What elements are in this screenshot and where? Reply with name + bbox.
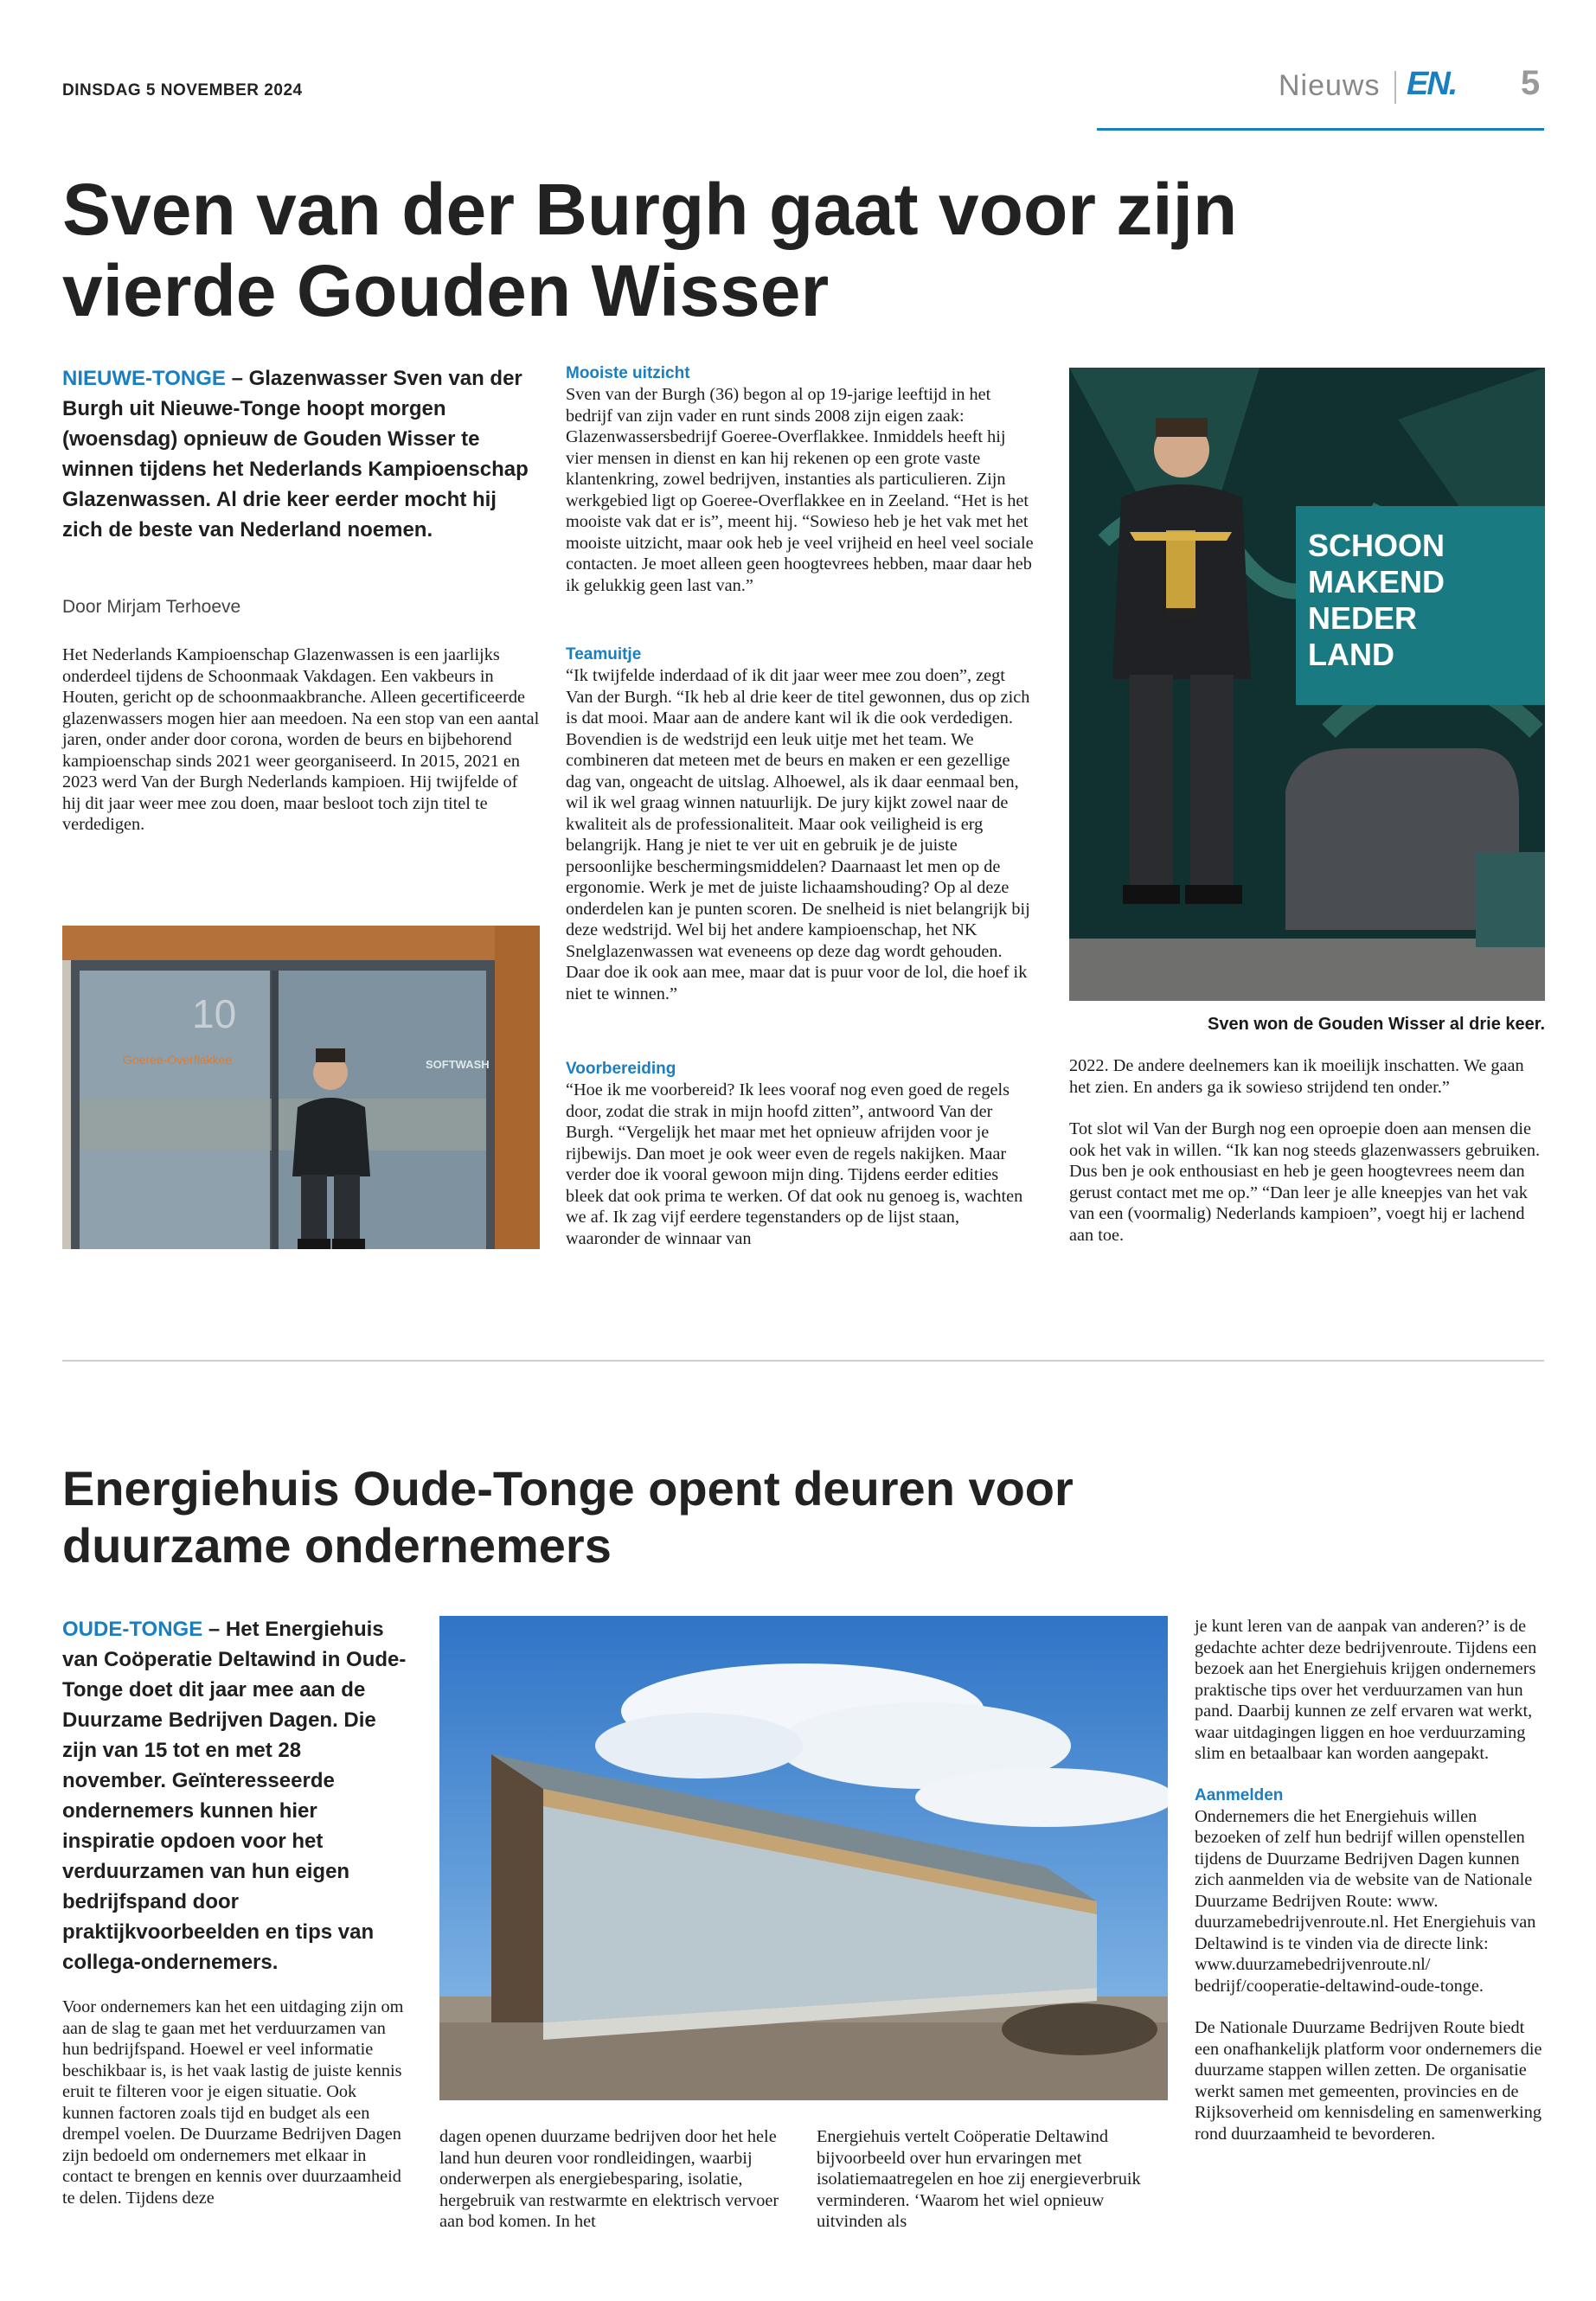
article2-col1-text: Voor ondernemers kan het een uitdaging zijn om aan de slag te gaan met het verduurzamen van hun bedrijfspand. Hoewel er veel informatie beschikbaar is, is het vaak lastig de juiste kennis eruit te filteren voor je eigen situatie. Ook kunnen factoren zoals tijd en budget als een drempel voelen. De Duurzame Bedrijven Dagen zijn bedoeld om ondernemers met elkaar in contact te brengen en kennis over duurzaamheid te delen. Tijdens deze <box>62 1997 404 2208</box>
article1-para-voorbereiding: “Hoe ik me voorbereid? Ik lees vooraf nog even goed de regels door, zodat die strak in mijn hoofd zitten”, antwoord Van der Burgh. “Vergelijk het maar met het opnieuw afrijden voor je rijbewijs. Dan moet je ook weer even de regels nakijken. Maar verder doe ik vooral gewoon mijn ding. Tijdens eerder edities bleek dat ook prima te werken. Of dat ook nu genoeg is, wachten we af. Ik zag vijf eerdere tegenstanders op de lijst staan, waaronder de winnaar van <box>566 1080 1023 1248</box>
photo-trophy-illustration <box>1069 368 1545 1001</box>
article2-col4-text-c: De Nationale Duurzame Bedrijven Route biedt een onafhankelijk platform voor ondernemers die duurzame stappen willen zetten. De organisatie werkt samen met gemeenten, provincies en de Rijksoverheid om kennisdeling en samenwerking rond duurzaamheid te bevorderen. <box>1195 2018 1542 2144</box>
article1-lead-text: – Glazenwasser Sven van der Burgh uit Nieuwe-Tonge hoopt morgen (woensdag) opnieuw de Gouden Wisser te winnen tijdens het Nederlands Kampioenschap Glazenwassen. Al drie keer eerder mocht hij zich de beste van Nederland noemen. <box>62 367 529 542</box>
article1-column3 <box>1069 1055 1545 1246</box>
article1-para-uitzicht: Sven van der Burgh (36) begon al op 19-jarige leeftijd in het bedrijf van zijn vader en runt sinds 2008 zijn eigen zaak: Glazenwassersbedrijf Goeree-Overflakkee. Inmiddels heeft hij vier mensen in dienst en kan hij rekenen op een grote vaste klantenkring, zowel bedrijven, instanties als particulieren. Zijn werkgebied ligt op Goeree-Overflakkee en in Zeeland. “Het is het mooiste vak dat er is”, meent hij. “Sowieso heb je het vak met het mooiste uitzicht, maar ook heb je veel vrijheid en heel veel sociale contacten. Je moet alleen geen hoogtevrees hebben, maar daar heb ik gelukkig geen last van.” <box>566 385 1034 595</box>
banner-line-2: MAKEND <box>1308 564 1445 599</box>
article1-subheading-teamuitje: Teamuitje <box>566 645 642 663</box>
article1-intro-text: Het Nederlands Kampioenschap Glazenwassen is een jaarlijks onderdeel tijdens de Schoonmaak Vakdagen. Een vakbeurs in Houten, gericht op de schoonmaakbranche. Alleen gecertificeerde glazenwassers mogen hier aan meedoen. Na een stop van een aantal jaren, onder ander door corona, worden de beurs en bijbehorend kampioenschap sinds 2021 weer georganiseerd. In 2015, 2021 en 2023 werd Van der Burgh Nederlands kampioen. Hij twijfelde of hij dit jaar weer mee zou doen, maar besloot toch zijn titel te verdedigen. <box>62 645 540 834</box>
article-divider <box>62 1360 1544 1362</box>
article2-placename: OUDE-TONGE <box>62 1618 203 1641</box>
article2-lead-text: – Het Energiehuis van Coöperatie Deltawind in Oude-Tonge doet dit jaar mee aan de Duurzame Bedrijven Dagen. Die zijn van 15 tot en met 28 november. Geïnteresseerde ondernemers kunnen hier inspiratie opdoen voor het verduurzamen van hun eigen bedrijfspand door praktijkvoorbeelden en tips van collega-ondernemers. <box>62 1618 407 1974</box>
banner-line-1: SCHOON <box>1308 528 1445 563</box>
article1-photo-caption: Sven won de Gouden Wisser al drie keer. <box>1208 1015 1545 1034</box>
article1-lead <box>62 363 540 545</box>
article2-subheading-aanmelden: Aanmelden <box>1195 1785 1284 1804</box>
photo-door-illustration <box>62 926 540 1249</box>
door-company: Goeree-Overflakkee <box>123 1053 233 1067</box>
door-number: 10 <box>192 991 237 1036</box>
article1-subheading-voorbereiding: Voorbereiding <box>566 1060 676 1078</box>
article2-column1 <box>62 1997 408 2208</box>
banner-line-3: NEDER <box>1308 600 1418 636</box>
section-label: Nieuws <box>1279 69 1381 102</box>
header-rule <box>1097 128 1544 131</box>
article1-placename: NIEUWE-TONGE <box>62 367 226 390</box>
photo-energiehuis-illustration <box>439 1616 1168 2100</box>
article2-column2 <box>439 2126 790 2233</box>
page-number: 5 <box>1521 64 1541 102</box>
article1-photo-door <box>62 926 540 1249</box>
header-separator <box>1394 71 1396 104</box>
article1-intro <box>62 644 540 836</box>
article1-byline: Door Mirjam Terhoeve <box>62 597 241 617</box>
article2-photo-energiehuis <box>439 1616 1168 2100</box>
article2-lead <box>62 1614 408 1977</box>
banner-line-4: LAND <box>1308 637 1394 672</box>
article1-subheading-uitzicht: Mooiste uitzicht <box>566 364 690 382</box>
issue-date: DINSDAG 5 NOVEMBER 2024 <box>62 81 303 99</box>
article1-section-uitzicht <box>566 363 1035 596</box>
newspaper-logo: EN. <box>1407 66 1457 102</box>
article2-headline: Energiehuis Oude-Tonge opent deuren voor duurzame ondernemers <box>62 1461 1074 1573</box>
article1-para-continued: 2022. De andere deelnemers kan ik moeilijk inschatten. We gaan het zien. En anders ga ik sowieso strijdend ten onder.” <box>1069 1056 1524 1097</box>
article1-para-closing: Tot slot wil Van der Burgh nog een oproepie doen aan mensen die ook het vak in willen. “Ik kan nog steeds glazenwassers gebruiken. Dus ben je ook enthousiast en heb je geen hoogtevrees neem dan gerust contact met me op.” “Dan leer je alle kneepjes van het vak van een (voormalig) Nederlands kampioen”, voegt hij er lachend aan toe. <box>1069 1119 1541 1245</box>
article2-column3 <box>817 2126 1167 2233</box>
article2-column4 <box>1195 1616 1544 2144</box>
article2-col2-text: dagen openen duurzame bedrijven door het hele land hun deuren voor rondleidingen, waarbij onderwerpen als energiebesparing, isolatie, hergebruik van restwarmte en elektrisch vervoer aan bod komen. In het <box>439 2127 779 2231</box>
article1-section-voorbereiding <box>566 1059 1035 1249</box>
door-brand: SOFTWASH <box>426 1058 490 1071</box>
article1-para-teamuitje: “Ik twijfelde inderdaad of ik dit jaar weer mee zou doen”, zegt Van der Burgh. “Ik heb al drie keer de titel gewonnen, dus op zich is dat mooi. Maar aan de andere kant wil ik die ook verdedigen. Bovendien is de wedstrijd een leuk uitje met het team. We combineren dat meteen met de beurs en maken er een gezellige dag van, ongeacht de uitslag. Alhoewel, als ik daar eenmaal ben, wil ik wel graag winnen natuurlijk. De jury kijkt zowel naar de kwaliteit als de professionaliteit. Maar ook veiligheid is erg belangrijk. Hang je niet te ver uit en gebruik je de juiste persoonlijke beschermingsmiddelen? Daarnaast let men op de ergonomie. Werk je met de juiste lichaamshouding? Op al deze onderdelen kan je punten scoren. De snelheid is niet belangrijk bij deze wedstrijd. Wel bij het andere kampioenschap, het NK Snelglazenwassen wat eveneens op deze dag wordt gehouden. Daar doe ik ook aan mee, maar dat is puur voor de lol, die hoef ik niet te winnen.” <box>566 666 1030 1003</box>
article2-col4-text-a: je kunt leren van de aanpak van anderen?’ is de gedachte achter deze bedrijvenroute. Tijdens een bezoek aan het Energiehuis krijgen ondernemers praktische tips over het verduurzamen van hun pand. Daarbij kunnen ze zelf ervaren wat werkt, waar uitdagingen liggen en hoe verduurzaming slim en betaalbaar kan worden aangepakt. <box>1195 1617 1537 1763</box>
article2-col4-text-b: Ondernemers die het Energiehuis willen bezoeken of zelf hun bedrijf willen openstellen tijdens de Duurzame Bedrijven Dagen kunnen zich aanmelden via de website van de Nationale Duurzame Bedrijven Route: www. duurzamebedrijvenroute.nl. Het Energiehuis van Deltawind is te vinden via de directe link: www.duurzamebedrijvenroute.nl/ bedrijf/cooperatie-deltawind-oude-tonge. <box>1195 1806 1536 1996</box>
article2-col3-text: Energiehuis vertelt Coöperatie Deltawind bijvoorbeeld over hun ervaringen met isolatiemaatregelen en hoe zij energieverbruik verminderen. ‘Waarom het wiel opnieuw uitvinden als <box>817 2127 1141 2231</box>
article1-section-teamuitje <box>566 644 1035 1004</box>
article1-headline: Sven van der Burgh gaat voor zijn vierde Gouden Wisser <box>62 169 1238 331</box>
article1-photo-trophy <box>1069 368 1545 1001</box>
